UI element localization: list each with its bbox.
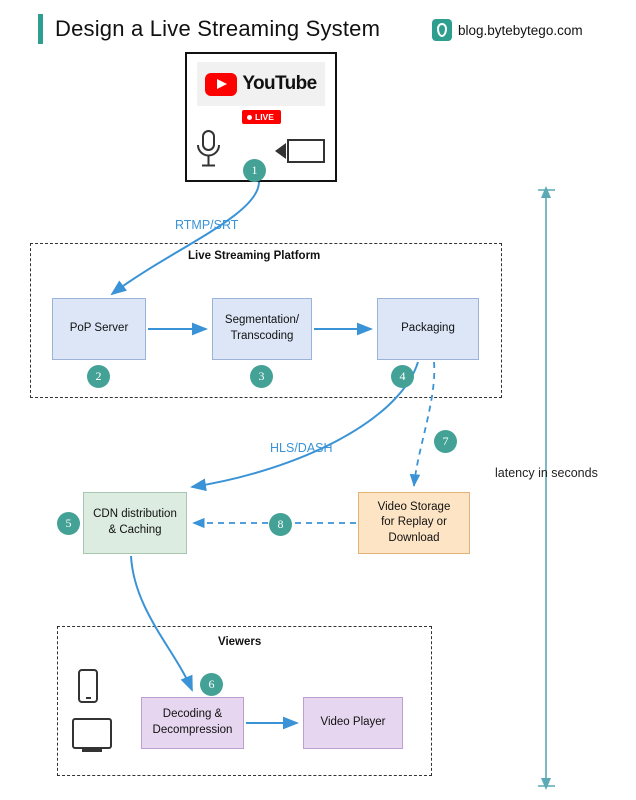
title-bar — [38, 14, 380, 44]
brand-label: blog.bytebytego.com — [458, 22, 583, 38]
node-cdn-line2: & Caching — [108, 524, 162, 536]
live-streaming-platform-label: Live Streaming Platform — [188, 250, 321, 262]
edge-label-rtmp: RTMP/SRT — [175, 218, 239, 232]
node-cdn-label — [93, 507, 177, 538]
node-decoding-line1: Decoding & — [162, 708, 223, 721]
viewers-label: Viewers — [218, 636, 262, 648]
brand — [432, 19, 583, 41]
step-badge-7: 7 — [434, 430, 457, 453]
youtube-wordmark: YouTube — [242, 73, 317, 94]
page-title: Design a Live Streaming System — [55, 16, 381, 41]
node-segmentation-transcoding[interactable] — [212, 298, 312, 360]
node-storage-label — [378, 500, 451, 547]
node-decoding-line2: Decompression — [152, 724, 233, 736]
edge-label-hls: HLS/DASH — [270, 441, 333, 455]
step-badge-2: 2 — [87, 365, 110, 388]
node-storage-line2: for Replay or — [381, 516, 447, 529]
live-badge — [242, 110, 281, 124]
node-segmentation-line2: Transcoding — [230, 330, 294, 342]
node-packaging-label: Packaging — [401, 322, 455, 335]
step-badge-8: 8 — [269, 513, 292, 536]
step-badge-5: 5 — [57, 512, 80, 535]
node-video-player-label: Video Player — [320, 716, 386, 729]
title-accent-rule — [38, 14, 43, 44]
desktop-monitor-icon — [72, 718, 112, 749]
desktop-monitor-stand-icon — [82, 749, 102, 752]
mobile-phone-icon — [78, 669, 98, 703]
latency-measure-arrow — [538, 186, 555, 790]
node-video-storage[interactable] — [358, 492, 470, 554]
youtube-logo — [197, 62, 325, 106]
live-dot-icon — [247, 115, 252, 120]
bytebytego-logo-icon — [432, 19, 452, 41]
node-decoding-label — [153, 707, 233, 738]
step-badge-1: 1 — [243, 159, 266, 182]
step-badge-3: 3 — [250, 365, 273, 388]
latency-label: latency in seconds — [495, 466, 598, 480]
live-badge-label: LIVE — [255, 112, 274, 122]
step-badge-4: 4 — [391, 365, 414, 388]
node-segmentation-line1: Segmentation/ — [224, 314, 300, 327]
node-pop-server[interactable] — [52, 298, 146, 360]
node-pop-server-label: PoP Server — [69, 322, 129, 335]
step-badge-6: 6 — [200, 673, 223, 696]
node-segmentation-label — [225, 313, 299, 344]
youtube-play-icon — [205, 73, 237, 96]
node-cdn-distribution[interactable] — [83, 492, 187, 554]
node-packaging[interactable] — [377, 298, 479, 360]
node-video-player[interactable] — [303, 697, 403, 749]
node-cdn-line1: CDN distribution — [93, 508, 177, 521]
node-decoding-decompression[interactable] — [141, 697, 244, 749]
node-storage-line3: Download — [388, 531, 440, 544]
node-storage-line1: Video Storage — [377, 500, 451, 513]
